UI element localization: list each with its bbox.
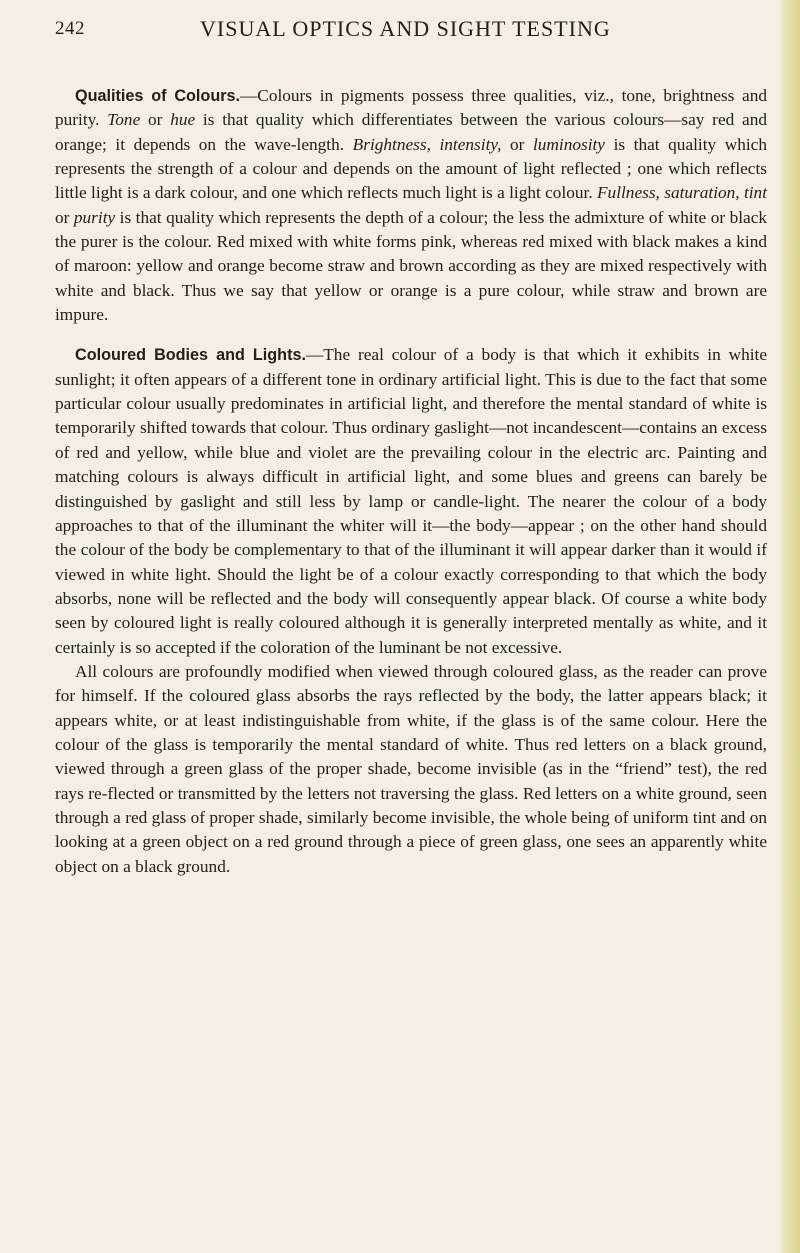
paragraph-coloured-glass: All colours are profoundly modified when viewed through coloured glass, as the reader can prove for himself. If the coloured glass absorbs the rays reflected by the body, the latter appears black; it appears white, or at least indistinguishable from white, if the glass is of the same colour. Here the colour of the glass is temporarily the mental standard of white. Thus red letters on a black ground, viewed through a green glass of the proper shade, become invisible (as in the “friend” test), the red rays re-flected or transmitted by the letters not traversing the glass. Red letters on a white ground, seen through a red glass of proper shade, similarly become invisible, the whole being of uniform tint and on looking at a green object on a red ground through a piece of green glass, one sees an apparently white object on a black ground. bbox=[55, 661, 767, 876]
page-edge-shadow bbox=[778, 0, 800, 1253]
text-run: is that quality which differentiates between the various colours—say red and orange; it depends on the wave-length. bbox=[55, 110, 767, 154]
section-heading-coloured-bodies: Coloured Bodies and Lights. bbox=[75, 346, 306, 365]
term-fullness: Fullness, saturation, tint bbox=[597, 183, 767, 203]
text-run: —The real colour of a body is that which it exhibits in white sunlight; it often appears of a different tone in ordinary artificial light. This is due to the fact that some particular colour usually predominates in artificial light, and therefore the mental standard of white is temporarily shifted towards that colour. Thus ordinary gaslight—not incandescent—contains an excess of red and yellow, while blue and violet are the prevailing colour in the electric arc. Painting and matching colours is always difficult in artificial light, and some blues and greens can barely be distinguished by gaslight and still less by lamp or candle-light. The nearer the colour of a body approaches to that of the illuminant the whiter will it—the body—appear ; on the other hand should the colour of the body be complementary to that of the illuminant it will appear darker than it would if viewed in white light. Should the light be of a colour exactly corresponding to that which the body absorbs, none will be reflected and the body will consequently appear black. Of course a white body seen by coloured light is really coloured although it is generally interpreted mentally as white, and it certainly is so accepted if the coloration of the luminant be not excessive. bbox=[55, 345, 767, 657]
term-luminosity: luminosity bbox=[532, 134, 605, 154]
paragraph-qualities-of-colours bbox=[55, 84, 767, 327]
text-run: or bbox=[501, 134, 533, 154]
page-number: 242 bbox=[55, 18, 85, 39]
term-purity: purity bbox=[73, 207, 116, 227]
running-title: VISUAL OPTICS AND SIGHT TESTING bbox=[200, 16, 611, 41]
text-run: —Colours in pigments possess three qualities, viz., tone, brightness and purity. bbox=[55, 86, 768, 130]
term-hue: hue bbox=[170, 110, 196, 130]
text-run: is that quality which represents the strength of a colour and depends on the amount of light reflected ; one which reflects little light is a dark colour, and one which reflects much light is a light colour. bbox=[55, 134, 767, 203]
page-header bbox=[55, 10, 780, 50]
paragraph-coloured-bodies bbox=[55, 343, 767, 659]
text-run: or bbox=[140, 110, 171, 130]
term-brightness: Brightness, intensity, bbox=[352, 134, 502, 154]
term-tone: Tone bbox=[107, 110, 141, 130]
body-text bbox=[55, 84, 767, 879]
text-run: or bbox=[55, 207, 74, 227]
text-run: is that quality which represents the depth of a colour; the less the admixture of white or black the purer is the colour. Red mixed with white forms pink, whereas red mixed with black makes a kind of maroon: yellow and orange become straw and brown according as they are mixed respectively with white and black. Thus we say that yellow or orange is a pure colour, while straw and brown are impure. bbox=[55, 207, 767, 325]
section-heading-qualities: Qualities of Colours. bbox=[75, 87, 241, 105]
